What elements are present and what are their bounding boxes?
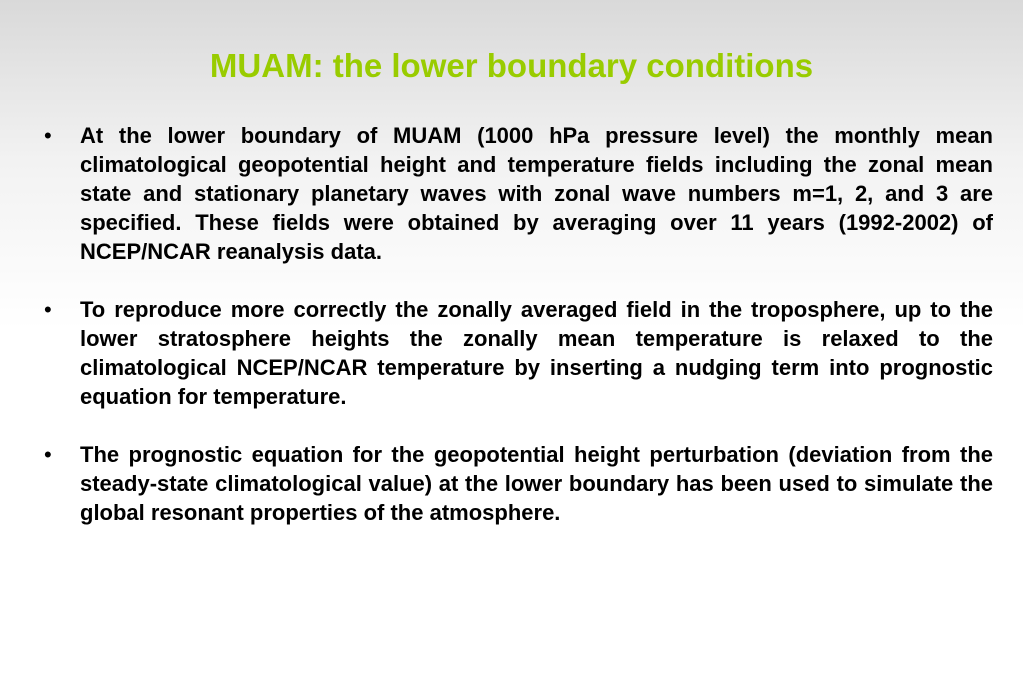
bullet-text: To reproduce more correctly the zonally averaged field in the troposphere, up to the lower stratosphere heights the zonally mean temperature is relaxed to the climatological NCEP/NCAR temperature by inserting a nudging term into prognostic equation for temperature. <box>80 297 993 409</box>
bullet-item <box>44 121 993 266</box>
bullet-item <box>44 295 993 411</box>
bullet-list <box>44 121 993 556</box>
bullet-marker: • <box>44 442 52 467</box>
bullet-item <box>44 440 993 527</box>
bullet-marker: • <box>44 297 52 322</box>
bullet-text: At the lower boundary of MUAM (1000 hPa pressure level) the monthly mean climatological geopotential height and temperature fields including the zonal mean state and stationary planetary waves with zonal wave numbers m=1, 2, and 3 are specified. These fields were obtained by averaging over 11 years (1992-2002) of NCEP/NCAR reanalysis data. <box>80 123 993 264</box>
bullet-marker: • <box>44 123 52 148</box>
bullet-text: The prognostic equation for the geopotential height perturbation (deviation from the steady-state climatological value) at the lower boundary has been used to simulate the global resonant properties of the atmosphere. <box>80 442 993 525</box>
slide-title: MUAM: the lower boundary conditions <box>209 47 814 84</box>
